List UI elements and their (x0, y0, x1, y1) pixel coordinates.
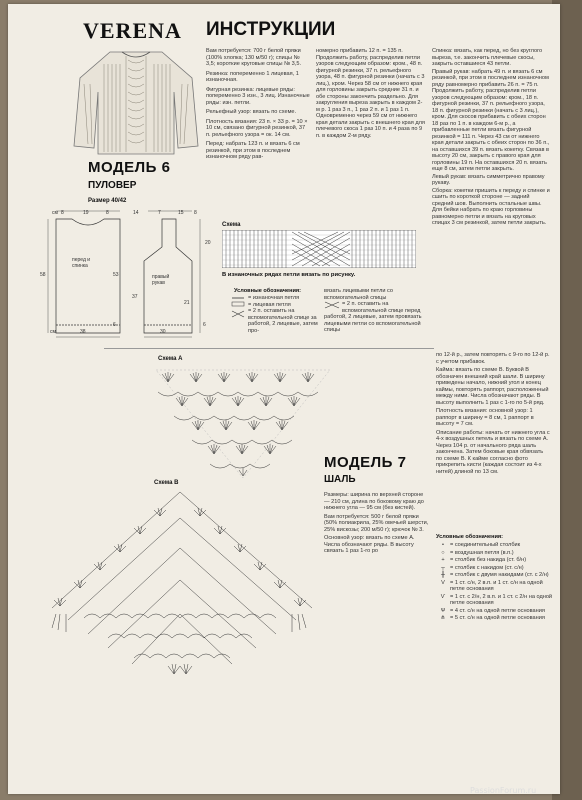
legend7-list (436, 542, 554, 623)
shawl-density: Плотность вязания: основной узор: 1 раппорт в ширину = 8 см, 1 раппорт в высоту = 7 см. (436, 408, 534, 427)
scheme-b-label: Схема В (154, 480, 179, 486)
crochet-scheme-a (148, 362, 338, 482)
model7-subtitle: ШАЛЬ (324, 474, 356, 485)
assembly-text: Сборка: кокетки пришить к переду и спинке и сшить по короткой стороне — задний средний шов. Выполнить остальные швы. Для бейки набрать по краю горловины равномерно петли и вязать на круговых спицах 3 см резинкой, затем петли закрыть. (432, 187, 550, 226)
dim-sleeve-8: 6 (203, 322, 206, 328)
model6-title: МОДЕЛЬ 6 (88, 159, 171, 176)
dim-front-5: 53 (113, 272, 119, 278)
legend7-text-2: = столбик без накида (ст. б/н) (450, 557, 527, 563)
crochet-scheme-b (48, 488, 320, 678)
v-stitch-icon: V (441, 579, 445, 586)
magazine-page (8, 4, 560, 794)
units-label-2: см (50, 329, 56, 335)
dim-front-1: 19 (83, 210, 89, 216)
watermark: PassionForum.ru (470, 786, 537, 795)
dim-sleeve-4: 20 (205, 240, 211, 246)
back-text: Спинка: вязать, как перед, но без круглого выреза, т.е. закончить плечевые скосы, закрыть оставшиеся 43 петли. (432, 48, 543, 67)
legend7-item (436, 557, 554, 564)
sweater-photo (70, 48, 202, 158)
legend7-item (436, 550, 554, 557)
dim-sleeve-3: 8 (194, 210, 197, 216)
pattern-diagrams (44, 207, 216, 342)
double-crochet-icon: ┬ (441, 564, 445, 571)
legend7-item (436, 565, 554, 572)
model7-col-right (436, 352, 550, 475)
scheme-note: В изнаночных рядах петли вязать по рисунку. (222, 272, 356, 278)
dim-sleeve-6: 21 (184, 300, 190, 306)
dim-front-6: 6 (113, 322, 116, 328)
legend7-text-8: = 5 ст. с/н на одной петле основания (450, 615, 545, 621)
dim-sleeve-7: 30 (160, 329, 166, 335)
fig-rib-text: Фигурная резинка: лицевые ряды: попеременно 3 изн., 3 лиц. Изнаночные ряды: изн. петли. (206, 86, 310, 106)
legend7-text-4: = столбик с двумя накидами (ст. с 2/н) (450, 572, 549, 578)
scheme-a-label: Схема А (158, 356, 183, 362)
page-title: ИНСТРУКЦИИ (206, 19, 336, 40)
units-label: см (52, 210, 58, 216)
legend7-text-0: = соединительный столбик (450, 542, 521, 548)
legend7-item (436, 572, 554, 579)
treble-crochet-icon: ╫ (441, 572, 445, 578)
model7-title: МОДЕЛЬ 7 (324, 454, 407, 471)
legend6-item-knit: = лицевая петля (248, 301, 291, 308)
legend6-item-cable-back: = 2 п. оставить на вспомогательной спице за работой, 2 лицевые, затем про- (248, 308, 318, 334)
legend7-item (436, 594, 554, 607)
sleeve-piece-label: правый рукав (152, 274, 170, 286)
model6-col1 (206, 48, 310, 161)
legend7-text-6: = 1 ст. с 2/н, 2 в.п. и 1 ст. с 2/н на одной петле основания (450, 593, 553, 606)
density-text: Плотность вязания: 23 п. × 33 р. = 10 × 10 см, связано фигурной резинкой, 37 п. рельефного узора = ок. 14 см. (206, 118, 308, 138)
knitting-chart (222, 230, 416, 268)
legend7-item (436, 608, 554, 615)
single-crochet-icon: + (441, 557, 445, 563)
legend7-item (436, 580, 554, 593)
dim-sleeve-1: 7 (158, 210, 161, 216)
slip-stitch-icon: • (442, 542, 444, 548)
left-sleeve-text: Левый рукав: вязать симметрично правому рукаву. (432, 173, 545, 186)
shawl-basic: Основной узор: вязать по схеме А. Числа обозначают ряды. В высоту связать 1 раз 1-го ро (324, 535, 415, 554)
legend7-text-3: = столбик с накидом (ст. с/н) (450, 564, 524, 571)
legend7-item (436, 615, 554, 622)
chain-icon: ○ (441, 549, 445, 556)
legend6-cont (324, 288, 424, 334)
fan-5-icon: ⋔ (440, 615, 446, 621)
legend7-item (436, 542, 554, 549)
legend6-symbols (230, 295, 246, 319)
model7-col-mid (324, 492, 430, 555)
model6-subtitle: ПУЛОВЕР (88, 180, 137, 191)
brand-title: VERENA (83, 18, 182, 43)
scheme-label: Схема (222, 222, 241, 228)
v-stitch-treble-icon: Ѵ (440, 593, 446, 600)
legend6-item-purl: = изнаночная петля (248, 295, 300, 301)
shawl-work: Описание работы: начать от нижнего угла с 4-х воздушных петель и вязать по схеме А. Через 104 р. от начального ряда шаль закончена. Затем боковые края обвязать по схеме В. К кайме согласно фото прикрепить кисти (каждая состоит из 4-х нитей) длиной по 13 см. (436, 429, 550, 475)
shawl-sizes: Размеры: ширина по верхней стороне — 210 см, длина по боковому краю до нижнего угла — 95 см (без кистей). (324, 492, 424, 511)
legend6-item-cable-front: = 2 п. оставить на вспомогательной спице перед работой, 2 лицевые, затем провязать лицевыми петли со вспомогательной спицы (324, 301, 422, 333)
shawl-materials: Вам потребуется: 500 г белой пряжи (50% полиакрила, 25% овечьей шерсти, 25% вискозы; 200 м/50 г); крючок № 3. (324, 513, 429, 533)
cable-front-icon (324, 301, 340, 309)
legend7-title: Условные обозначения: (436, 534, 504, 540)
legend6-list (248, 295, 320, 334)
dim-front-4: 38 (80, 329, 86, 335)
dim-front-0: 8 (61, 210, 64, 216)
shawl-border: Кайма: вязать по схеме В. Буквой В обозначен внешний край шали. В ширину приведены начало, нижний угол и конец каймы, повторять раппорт, расположенный между ними. Числа обозначают ряды. В высоту выполнить 1 раз с 1-го по 5-й ряд. (436, 367, 549, 406)
right-sleeve-text: Правый рукав: набрать 49 п. и вязать 6 см резинкой, при этом в последнем изнаночном ряду равномерно прибавить 26 п. = 75 п. Продолжить работу, распределив петли узоров следующим образом: кром., 18 п. фигурной резинки, 37 п. рельефного узора, 18 п. фигурной резинки (начать с 3 лиц.), кром. Для скосов прибавить с обеих сторон 18 раз по 1 п. в каждом 6-м р., а прибавленные петли вязать фигурной резинкой = 111 п. Через 43 см от нижнего края детали закрыть с обеих сторон по 36 п., на оставшихся 39 п. вязать кокетку. Связав в высоту 20 см, закрыть с правого края для горловины 19 п. На оставшихся 20 п. вязать еще 8 см, затем петли закрыть. (432, 68, 550, 172)
legend6-title: Условные обозначения: (234, 288, 302, 294)
section-divider (104, 348, 434, 349)
size-label: Размер 40/42 (88, 198, 127, 204)
materials-text: Вам потребуется: 700 г белой пряжи (100% хлопка; 130 м/50 г); спицы № 3,5; короткие круговые спицы № 3,5. (206, 48, 301, 67)
relief-text: Рельефный узор: вязать по схеме. (206, 109, 297, 115)
model6-col2: номерно прибавить 12 п. = 135 п. Продолжить работу, распределив петли узоров следующим образом: кром., 48 п. фигурной резинки, 37 п. рельефного узора, 48 п. фигурной резинки (начать с 3 лиц.), кром. Через 58 см от нижнего края для горловины закрыть средние 31 п. и обе стороны закончить раздельно. Для закругления выреза закрыть в каждом 2-м р. 1 раз 3 п., 1 раз 2 п. и 1 раз 1 п. Одновременно через 59 см от нижнего края детали закрыть с внешнего края для плечевого скоса 1 раз 10 п. и 4 раза по 9 п. в каждом 2-м ряду. (316, 48, 425, 139)
fan-4-icon: Ѱ (440, 607, 446, 614)
legend7-text-7: = 4 ст. с/н на одной петле основания (450, 607, 545, 614)
legend7-text-1: = воздушная петля (в.п.) (450, 549, 514, 556)
legend7-text-5: = 1 ст. с/н, 2 в.п. и 1 ст. с/н на одной петле основания (450, 579, 543, 592)
dim-front-2: 8 (106, 210, 109, 216)
rib-text: Резинка: попеременно 1 лицевая, 1 изнаночная. (206, 70, 299, 83)
legend6-cont-text: вязать лицевыми петли со вспомогательной спицы (324, 288, 393, 301)
front-text: Перед: набрать 123 п. и вязать 6 см резинкой, при этом в последнем изнаночном ряду рав- (206, 141, 300, 160)
shawl-basic-cont: по 12-й р., затем повторять с 9-го по 12-й р. с учетом прибавок. (436, 352, 550, 365)
dim-sleeve-5: 37 (132, 294, 138, 300)
dim-front-3: 58 (40, 272, 46, 278)
model6-col3 (432, 48, 550, 227)
dim-sleeve-2: 15 (178, 210, 184, 216)
dim-sleeve-0: 14 (133, 210, 139, 216)
scheme-a-fans (158, 372, 318, 476)
front-piece-label: перед и спинка (72, 257, 91, 269)
